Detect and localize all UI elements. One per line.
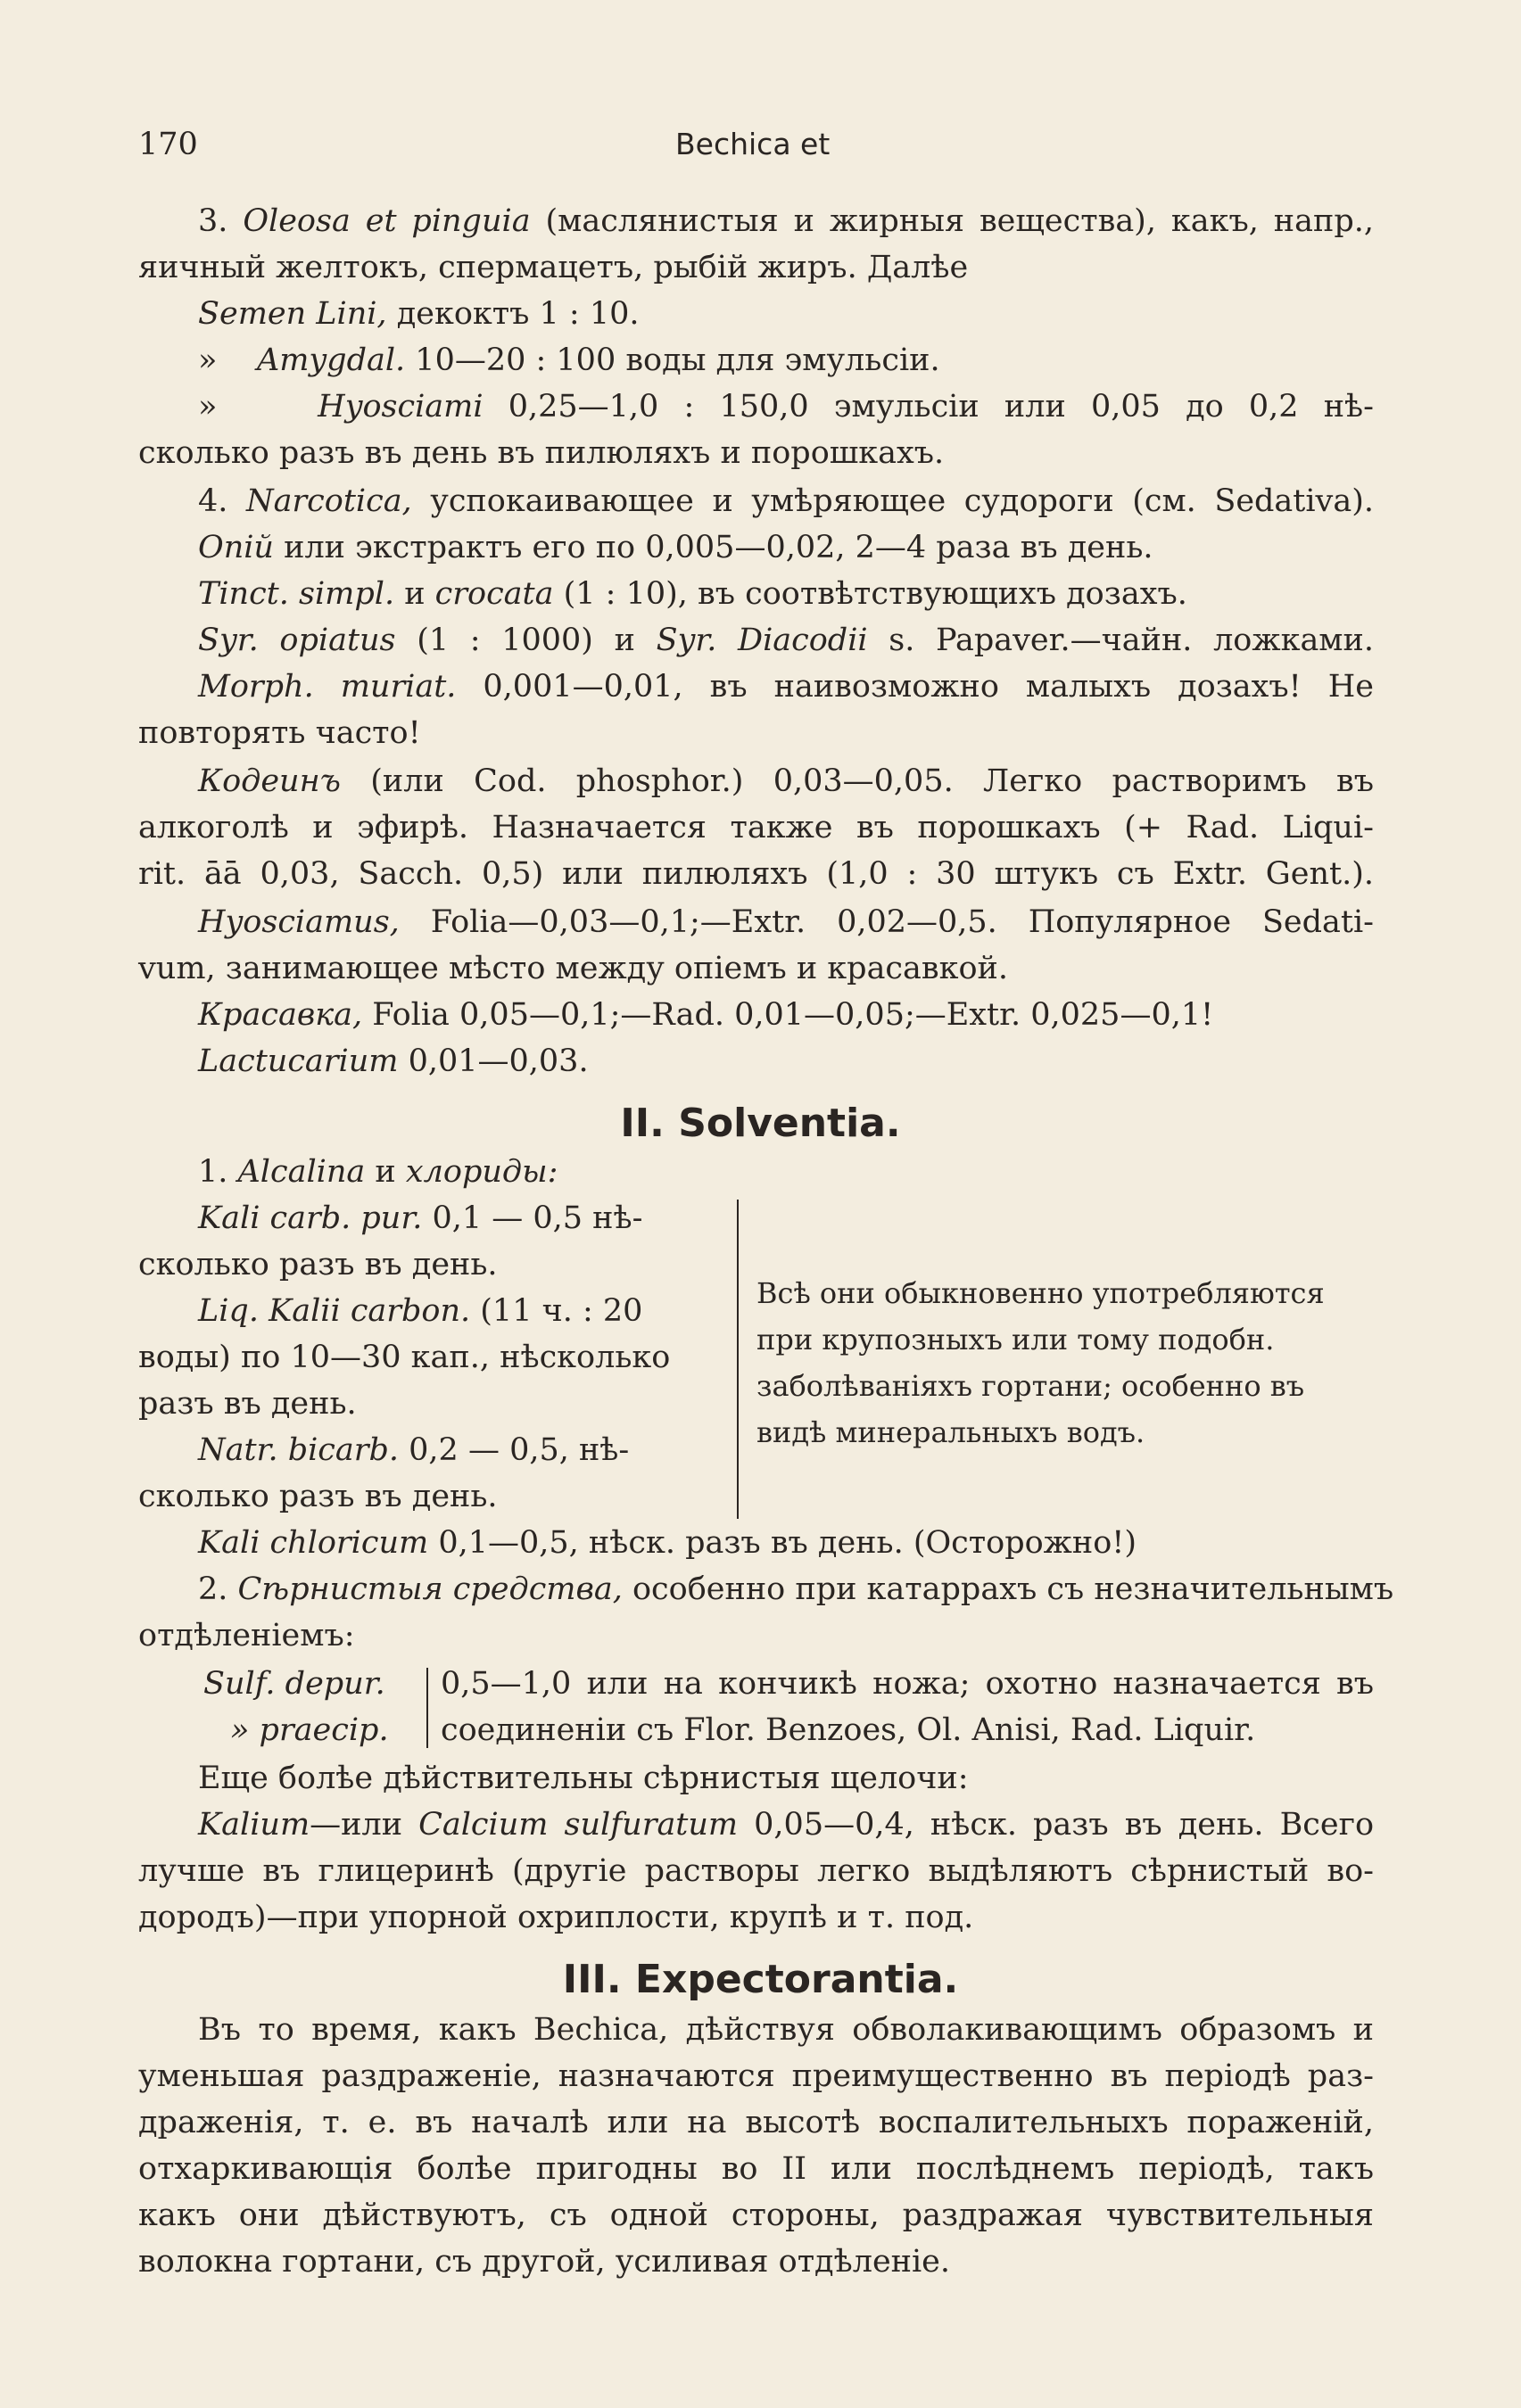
- alkali-note-4: видѣ минеральныхъ водъ.: [756, 1415, 1145, 1449]
- alkali-left-4: воды) по 10—30 кап., нѣсколько: [138, 1340, 671, 1375]
- narcotica-line-13: Lactucarium 0,01—0,03.: [198, 1043, 589, 1079]
- narcotica-line-4: Syr. opiatus (1 : 1000) и Syr. Diacodii s. Papaver.—чайн. ложками.: [198, 623, 1374, 658]
- alkali-note-1: Всѣ они обыкновенно употребляются: [756, 1276, 1325, 1310]
- oleosa-line-4: » Amygdal. 10—20 : 100 воды для эмульсіи.: [198, 342, 940, 378]
- solventia-alkali-sulfides: Еще болѣе дѣйствительны сѣрнистыя щелочи:: [198, 1761, 969, 1796]
- solventia-kalium-line-1: Kalium—или Calcium sulfuratum 0,05—0,4, нѣск. разъ въ день. Всего: [198, 1807, 1375, 1843]
- expectorantia-line-4: отхаркивающія болѣе пригодны во II или послѣднемъ періодѣ, такъ: [138, 2151, 1374, 2187]
- alkali-left-3: Liq. Kalii carbon. (11 ч. : 20: [198, 1293, 643, 1329]
- solventia-kalium-line-2: лучше въ глицеринѣ (другіе растворы легко выдѣляютъ сѣрнистый во-: [138, 1853, 1374, 1889]
- alkali-left-6: Natr. bicarb. 0,2 — 0,5, нѣ-: [198, 1432, 630, 1468]
- expectorantia-line-3: драженія, т. е. въ началѣ или на высотѣ воспалительныхъ пораженій,: [138, 2105, 1374, 2140]
- oleosa-line-1: 3. Oleosa et pinguia (маслянистыя и жирныя вещества), какъ, напр.,: [198, 203, 1374, 239]
- alkali-note-3: заболѣваніяхъ гортани; особенно въ: [756, 1369, 1305, 1403]
- narcotica-line-11: vum, занимающее мѣсто между опіемъ и красавкой.: [138, 951, 1009, 986]
- narcotica-line-7: Кодеинъ (или Cod. phosphor.) 0,03—0,05. Легко растворимъ въ: [198, 763, 1374, 799]
- expectorantia-line-1: Въ то время, какъ Bechica, дѣйствуя обволакивающимъ образомъ и: [198, 2012, 1374, 2048]
- expectorantia-line-6: волокна гортани, съ другой, усиливая отдѣленіе.: [138, 2244, 951, 2280]
- narcotica-line-8: алкоголѣ и эфирѣ. Назначается также въ порошкахъ (+ Rad. Liqui-: [138, 810, 1374, 845]
- narcotica-line-2: Опій или экстрактъ его по 0,005—0,02, 2—4 раза въ день.: [198, 530, 1153, 565]
- alkali-left-5: разъ въ день.: [138, 1386, 357, 1422]
- oleosa-line-5: » Hyosciami 0,25—1,0 : 150,0 эмульсіи или 0,05 до 0,2 нѣ-: [198, 389, 1374, 425]
- narcotica-line-6: повторять часто!: [138, 715, 421, 751]
- sulf-note-1: 0,5—1,0 или на кончикѣ ножа; охотно назначается въ: [441, 1666, 1374, 1702]
- solventia-sulfur-line-2: отдѣленіемъ:: [138, 1618, 355, 1653]
- running-title: Bechica et: [675, 127, 831, 161]
- narcotica-line-10: Hyosciamus, Folia—0,03—0,1;—Extr. 0,02—0,5. Популярное Sedati-: [198, 904, 1374, 940]
- solventia-kali-chloricum: Kali chloricum 0,1—0,5, нѣск. разъ въ день. (Осторожно!): [198, 1525, 1137, 1561]
- narcotica-line-3: Tinct. simpl. и crocata (1 : 10), въ соотвѣтствующихъ дозахъ.: [198, 576, 1187, 612]
- expectorantia-line-2: уменьшая раздраженіе, назначаются преимущественно въ періодѣ раз-: [138, 2058, 1374, 2094]
- narcotica-line-9: rit. āā 0,03, Sacch. 0,5) или пилюляхъ (1,0 : 30 штукъ съ Extr. Gent.).: [138, 856, 1374, 892]
- sulf-praecip: » praecip.: [230, 1712, 389, 1748]
- sulfur-brace: [426, 1668, 428, 1748]
- sulf-depur: Sulf. depur.: [203, 1666, 385, 1702]
- brace-divider: [737, 1200, 739, 1519]
- narcotica-line-12: Красавка, Folia 0,05—0,1;—Rad. 0,01—0,05;—Extr. 0,025—0,1!: [198, 997, 1214, 1033]
- narcotica-line-5: Morph. muriat. 0,001—0,01, въ наивозможно малыхъ дозахъ! Не: [198, 669, 1374, 705]
- alkali-left-1: Kali carb. pur. 0,1 — 0,5 нѣ-: [198, 1200, 643, 1236]
- sulf-note-2: соединеніи съ Flor. Benzoes, Ol. Anisi, Rad. Liquir.: [441, 1712, 1256, 1748]
- solventia-kalium-line-3: дородъ)—при упорной охриплости, крупѣ и т. под.: [138, 1900, 974, 1935]
- section-heading-expectorantia: III. Expectorantia.: [562, 1957, 959, 2002]
- oleosa-line-6: сколько разъ въ день въ пилюляхъ и порошкахъ.: [138, 435, 945, 471]
- alkali-note-2: при крупозныхъ или тому подобн.: [756, 1323, 1275, 1357]
- page-number: 170: [138, 127, 198, 162]
- solventia-sulfur-line-1: 2. Сѣрнистыя средства, особенно при катаррахъ съ незначительнымъ: [198, 1571, 1394, 1607]
- narcotica-line-1: 4. Narcotica, успокаивающее и умѣряющее судороги (см. Sedativa).: [198, 483, 1374, 519]
- section-heading-solventia: II. Solventia.: [620, 1101, 901, 1146]
- alkali-left-2: сколько разъ въ день.: [138, 1247, 498, 1282]
- oleosa-line-3: Semen Lini, декоктъ 1 : 10.: [198, 296, 640, 332]
- oleosa-line-2: яичный желтокъ, спермацетъ, рыбій жиръ. Далѣе: [138, 250, 969, 285]
- expectorantia-line-5: какъ они дѣйствуютъ, съ одной стороны, раздражая чувствительныя: [138, 2198, 1374, 2233]
- solventia-line-1: 1. Alcalina и хлориды:: [198, 1154, 558, 1190]
- alkali-left-7: сколько разъ въ день.: [138, 1479, 498, 1514]
